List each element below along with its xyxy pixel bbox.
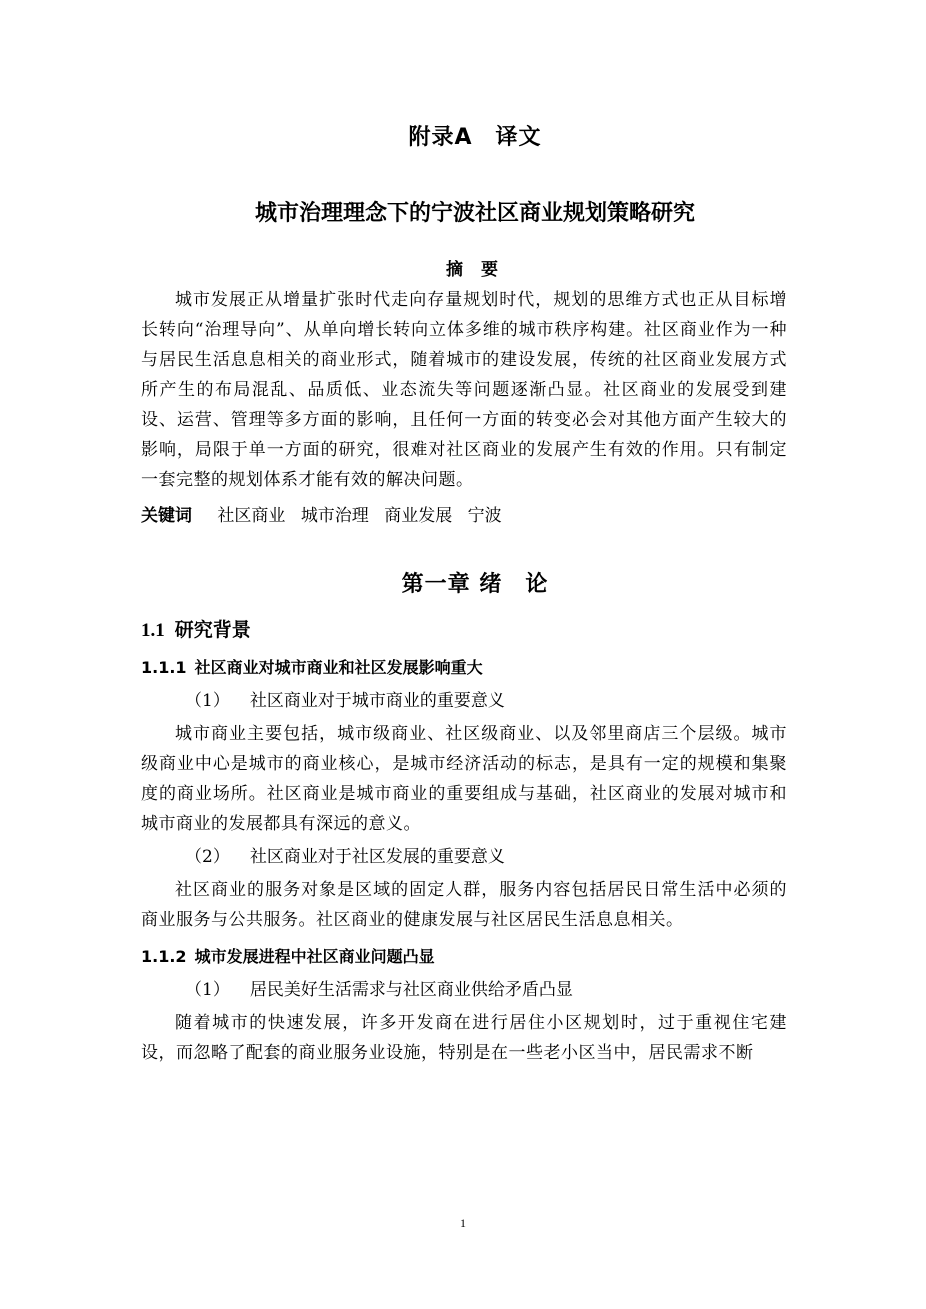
page-content — [141, 118, 787, 1068]
list-marker: （2） — [185, 847, 230, 867]
list-marker: （1） — [185, 691, 230, 711]
section-number: 1.1 — [141, 620, 165, 641]
keyword-item: 社区商业 — [217, 506, 286, 526]
keyword-item: 商业发展 — [384, 506, 453, 526]
section-title: 研究背景 — [174, 619, 251, 641]
abstract-paragraph: 城市发展正从增量扩张时代走向存量规划时代，规划的思维方式也正从目标增长转向“治理导向”、从单向增长转向立体多维的城市秩序构建。社区商业作为一种与居民生活息息相关的商业形式，随着城市的建设发展，传统的社区商业发展方式所产生的布局混乱、品质低、业态流失等问题逐渐凸显。社区商业的发展受到建设、运营、管理等多方面的影响，且任何一方面的转变必会对其他方面产生较大的影响，局限于单一方面的研究，很难对社区商业的发展产生有效的作用。只有制定一套完整的规划体系才能有效的解决问题。 — [141, 290, 787, 490]
list-item-text: 居民美好生活需求与社区商业供给矛盾凸显 — [249, 980, 573, 1000]
section-number: 1.1.2 — [141, 947, 187, 966]
list-item — [141, 842, 787, 872]
body-paragraph: 随着城市的快速发展，许多开发商在进行居住小区规划时，过于重视住宅建设，而忽略了配套的商业服务业设施，特别是在一些老小区当中，居民需求不断 — [141, 1013, 787, 1063]
abstract-heading: 摘 要 — [446, 260, 504, 280]
body-paragraph: 城市商业主要包括，城市级商业、社区级商业、以及邻里商店三个层级。城市级商业中心是城市的商业核心，是城市经济活动的标志，是具有一定的规模和集聚度的商业场所。社区商业是城市商业的重要组成与基础，社区商业的发展对城市和城市商业的发展都具有深远的意义。 — [141, 724, 787, 834]
list-item — [141, 686, 787, 716]
section-heading-1-1 — [141, 614, 787, 646]
paper-title: 城市治理理念下的宁波社区商业规划策略研究 — [254, 201, 695, 226]
section-heading-1-1-2 — [141, 942, 787, 972]
section-number: 1.1.1 — [141, 658, 187, 677]
section-title: 社区商业对城市商业和社区发展影响重大 — [194, 658, 483, 677]
keywords-label: 关键词 — [141, 506, 192, 526]
section-title: 城市发展进程中社区商业问题凸显 — [194, 947, 435, 966]
body-paragraph: 社区商业的服务对象是区域的固定人群，服务内容包括居民日常生活中必须的商业服务与公共服务。社区商业的健康发展与社区居民生活息息相关。 — [141, 880, 787, 930]
chapter-title: 第一章 绪 论 — [401, 572, 549, 597]
page-number: 1 — [460, 1216, 466, 1230]
list-marker: （1） — [185, 980, 230, 1000]
appendix-title: 附录A 译文 — [408, 125, 542, 150]
list-item-text: 社区商业对于城市商业的重要意义 — [249, 691, 505, 711]
keyword-item: 宁波 — [467, 506, 502, 526]
keyword-item: 城市治理 — [300, 506, 369, 526]
list-item — [141, 975, 787, 1005]
list-item-text: 社区商业对于社区发展的重要意义 — [249, 847, 505, 867]
section-heading-1-1-1 — [141, 653, 787, 683]
keywords-line — [141, 501, 787, 531]
